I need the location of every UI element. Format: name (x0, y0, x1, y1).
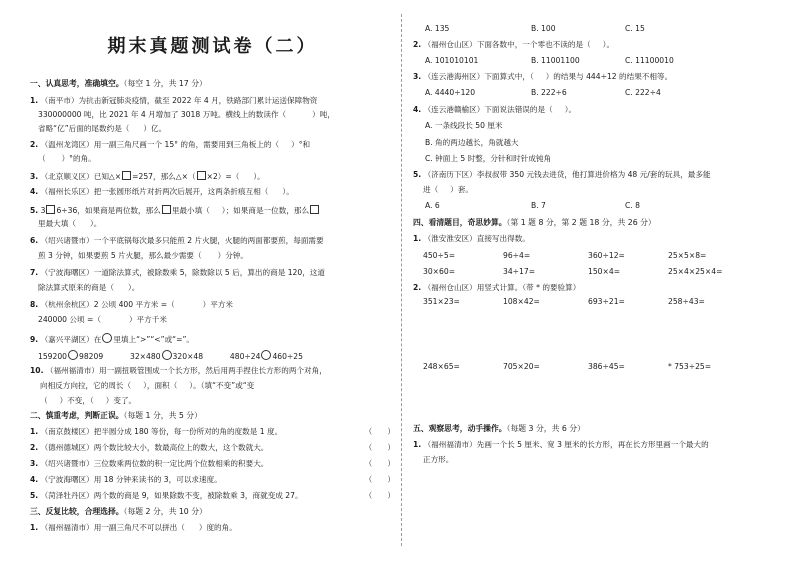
choice-question-4: 4. （连云港赣榆区）下面说法错误的是（ ）。 (413, 105, 577, 114)
compare-circle[interactable] (261, 350, 271, 360)
question-4: 4. （福州长乐区）把一张圆形纸片对折两次后展开，这两条折痕互相（ ）。 (30, 187, 294, 196)
vertical-calc-item: 108×42= (503, 297, 540, 306)
option-c[interactable]: C. 222÷4 (625, 88, 661, 97)
question-3: 3. （北京顺义区）已知△× =257，那么△×（ ×2）=（ ）。 (30, 172, 265, 181)
calc-question-2: 2. （福州仓山区）用竖式计算。（带 * 的要验算） (413, 283, 581, 292)
question-8-line-a: 8. （杭州余杭区）2 公顷 400 平方米 =（ ）平方米 (30, 300, 234, 309)
question-10-line-c: （ ）不变，（ ）变了。 (40, 396, 137, 405)
circle-symbol (102, 333, 112, 343)
vertical-calc-item: 258÷43= (668, 297, 705, 306)
question-7-line-b: 除法算式原来的商是（ ）。 (38, 283, 140, 292)
mental-calc-item: 25×4×25×4= (668, 267, 723, 276)
vertical-calc-item: 693÷21= (588, 297, 625, 306)
question-6-line-a: 6. （绍兴诸暨市）一个平底锅每次最多只能煎 2 片火腿，火腿的两面都要煎，每面需要 (30, 236, 324, 245)
question-10-line-a: 10. （福州福清市）用一副扭吸管围成一个长方形，然后用两手捏住长方形的两个对角， (30, 366, 327, 375)
question-1-line-a: 1. （南平市）为抗击新冠肺炎疫情，截至 2022 年 4 月，铁路部门累计运送保障物资 (30, 96, 318, 105)
option-b[interactable]: B. 角的两边越长，角就越大 (425, 138, 519, 147)
option-c[interactable]: C. 11100010 (625, 56, 674, 65)
answer-bracket[interactable]: （ ） (364, 427, 395, 436)
judge-item-4: 4. （宁波海曙区）用 18 分钟来读书的 3，可以求速度。 （ ） (30, 475, 395, 484)
option-a[interactable]: A. 135 (425, 24, 450, 33)
option-a[interactable]: A. 4440÷120 (425, 88, 476, 97)
page-title: 期末真题测试卷（二） (107, 36, 318, 57)
question-5-line-b: 里最大填（ ）。 (38, 219, 102, 228)
question-2-line-b: （ ）°的角。 (38, 154, 96, 163)
section-4-heading: 四、看清题目，奇思妙算。（第 1 题 8 分，第 2 题 18 分，共 26 分） (413, 218, 656, 227)
answer-bracket[interactable]: （ ） (364, 491, 395, 500)
compare-circle[interactable] (162, 350, 172, 360)
question-9-compare-row: 159200 98209 32×480 320×48 480÷24 460÷25 (38, 352, 303, 361)
judge-item-5: 5. （菏泽牡丹区）两个数的商是 9，如果除数不变，被除数乘 3，商就变成 27。 （ ） (30, 491, 395, 500)
option-b[interactable]: B. 222÷6 (531, 88, 567, 97)
vertical-calc-item: 351×23= (423, 297, 460, 306)
question-1-line-b: 330000000 吨，比 2021 年 4 月增加了 3018 万吨。横线上的数读作（ ）吨， (38, 110, 335, 119)
vertical-calc-item: 705×20= (503, 362, 540, 371)
box-symbol (122, 171, 131, 180)
box-symbol (310, 205, 319, 214)
question-10-line-b: 向相反方向拉，它的周长（ ），面积（ ）。（填“不变”或“变 (40, 381, 255, 390)
question-7-line-a: 7. （宁波海曙区）一道除法算式，被除数乘 5，除数除以 5 后，算出的商是 120，这道 (30, 268, 325, 277)
option-a[interactable]: A. 6 (425, 201, 440, 210)
question-2-line-a: 2. （温州龙湾区）用一副三角尺画一个 15° 的角，需要用到三角板上的（ ）°和 (30, 140, 311, 149)
drawing-question-1-line-a: 1. （福州福清市）先画一个长 5 厘米、宽 3 厘米的长方形，再在长方形里画一个最大的 (413, 440, 709, 449)
option-c[interactable]: C. 钟面上 5 时整，分针和时针成钝角 (425, 154, 552, 163)
question-6-line-b: 煎 3 分钟，如果要煎 5 片火腿，那么最少需要（ ）分钟。 (38, 251, 248, 260)
section-3-heading: 三、反复比较，合理选择。（每题 2 分，共 10 分） (30, 507, 207, 516)
box-symbol (197, 171, 206, 180)
judge-item-1: 1. （南京鼓楼区）把半圆分成 180 等份，每一份所对的角的度数是 1 度。 （ ） (30, 427, 395, 436)
vertical-calc-item: 386÷45= (588, 362, 625, 371)
mental-calc-item: 150×4= (588, 267, 621, 276)
option-a[interactable]: A. 101010101 (425, 56, 479, 65)
question-8-line-b: 240000 公顷 =（ ）平方千米 (38, 315, 167, 324)
question-9-line-a: 9. （嘉兴平湖区）在 里填上“>”“<”或“=”。 (30, 335, 195, 344)
choice-question-1: 1. （福州福清市）用一副三角尺不可以拼出（ ）度的角。 (30, 523, 237, 532)
option-b[interactable]: B. 11001100 (531, 56, 580, 65)
mental-calc-item: 450÷5= (423, 251, 456, 260)
choice-question-3: 3. （连云港海州区）下面算式中，（ ）的结果与 444÷12 的结果不相等。 (413, 72, 673, 81)
calc-question-1: 1. （淮安淮安区）直接写出得数。 (413, 234, 530, 243)
option-b[interactable]: B. 100 (531, 24, 556, 33)
mental-calc-item: 30×60= (423, 267, 456, 276)
box-symbol (162, 205, 171, 214)
section-1-heading: 一、认真思考，准确填空。（每空 1 分，共 17 分） (30, 79, 207, 88)
compare-circle[interactable] (68, 350, 78, 360)
vertical-calc-item: * 753÷25= (668, 362, 712, 371)
vertical-calc-item: 248×65= (423, 362, 460, 371)
mental-calc-item: 34÷17= (503, 267, 536, 276)
section-2-heading: 二、慎重考虑，判断正误。（每题 1 分，共 5 分） (30, 411, 202, 420)
answer-bracket[interactable]: （ ） (364, 459, 395, 468)
question-1-line-c: 省略“亿”后面的尾数约是（ ）亿。 (38, 124, 167, 133)
judge-item-3: 3. （绍兴诸暨市）三位数乘两位数的积一定比两个位数相乘的积要大。 （ ） (30, 459, 395, 468)
choice-question-5-line-a: 5. （济南历下区）李叔叔带 350 元钱去进货，他打算进价格为 48 元/套的玩具，最多能 (413, 170, 711, 179)
mental-calc-item: 96÷4= (503, 251, 531, 260)
mental-calc-item: 25×5×8= (668, 251, 707, 260)
section-5-heading: 五、观察思考，动手操作。（每题 3 分，共 6 分） (413, 424, 585, 433)
choice-question-2: 2. （福州仓山区）下面各数中，一个零也不读的是（ ）。 (413, 40, 615, 49)
column-divider (401, 14, 402, 546)
box-symbol (46, 205, 55, 214)
option-c[interactable]: C. 15 (625, 24, 645, 33)
option-a[interactable]: A. 一条线段长 50 厘米 (425, 121, 503, 130)
option-b[interactable]: B. 7 (531, 201, 546, 210)
answer-bracket[interactable]: （ ） (364, 475, 395, 484)
option-c[interactable]: C. 8 (625, 201, 640, 210)
answer-bracket[interactable]: （ ） (364, 443, 395, 452)
judge-item-2: 2. （德州德城区）两个数比较大小，数最高位上的数大，这个数就大。 （ ） (30, 443, 395, 452)
question-5-line-a: 5. 3 6÷36，如果商是两位数，那么 里最小填（ ）；如果商是一位数，那么 (30, 205, 320, 215)
choice-question-5-line-b: 进（ ）套。 (423, 185, 473, 194)
drawing-question-1-line-b: 正方形。 (423, 455, 454, 464)
mental-calc-item: 360÷12= (588, 251, 625, 260)
